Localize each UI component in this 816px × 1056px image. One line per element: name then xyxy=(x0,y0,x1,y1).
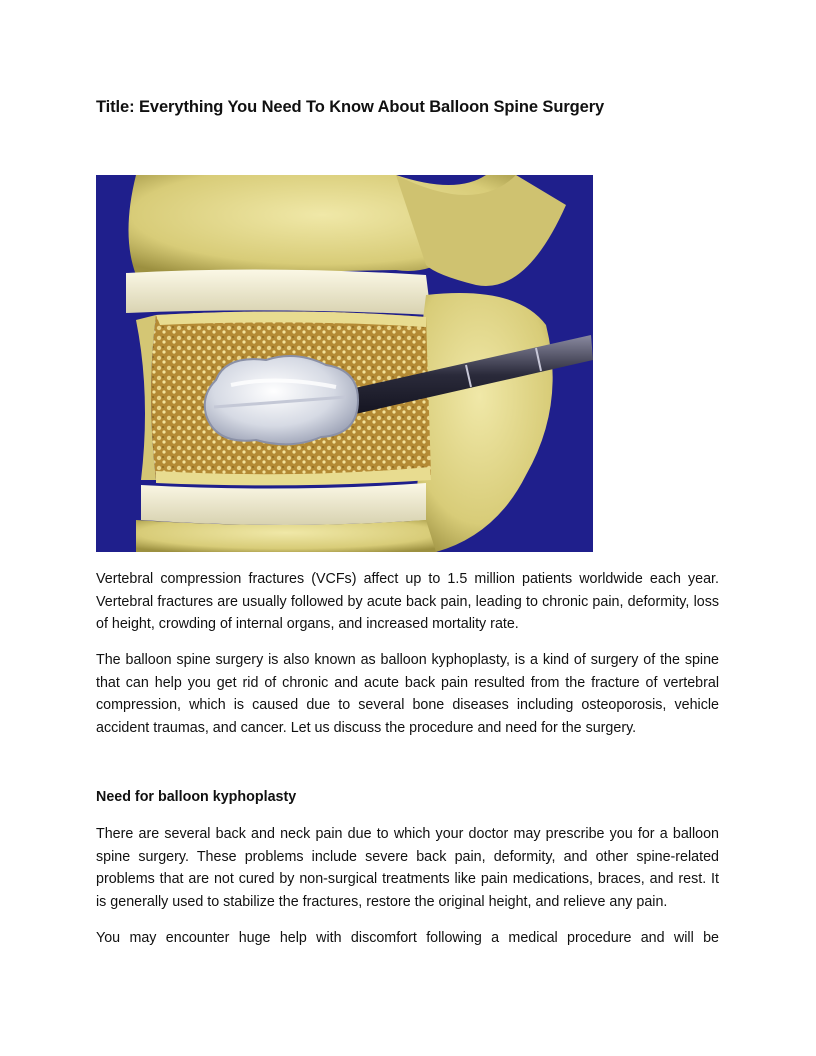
paragraph-about: The balloon spine surgery is also known as balloon kyphoplasty, is a kind of surgery of the spine that can help you get rid of chronic and acute back pain resulted from the fracture of vertebral compression, which is caused due to several bone diseases including osteoporosis, vehicle accident traumas, and cancer. Let us discuss the procedure and need for the surgery. xyxy=(96,652,719,736)
paragraph-need: There are several back and neck pain due to which your doctor may prescribe you for a balloon spine surgery. These problems include severe back pain, deformity, and other spine-related problems that are not cured by non-surgical treatments like pain medications, braces, and rest. It is generally used to stabilize the fractures, restore the original height, and relieve any pain. xyxy=(96,826,719,910)
document-title: Title: Everything You Need To Know About Balloon Spine Surgery xyxy=(96,98,605,116)
paragraph-intro: Vertebral compression fractures (VCFs) affect up to 1.5 million patients worldwide each year. Vertebral fractures are usually followed by acute back pain, leading to chronic pain, deformity, loss of height, crowding of internal organs, and increased mortality rate. xyxy=(96,571,719,632)
paragraph-help: You may encounter huge help with discomfort following a medical procedure and will be xyxy=(96,930,719,946)
upper-disc xyxy=(126,269,431,315)
kyphoplasty-balloon xyxy=(205,356,358,444)
section-heading: Need for balloon kyphoplasty xyxy=(96,789,297,805)
lower-disc xyxy=(141,483,426,525)
spine-balloon-illustration xyxy=(96,175,593,552)
